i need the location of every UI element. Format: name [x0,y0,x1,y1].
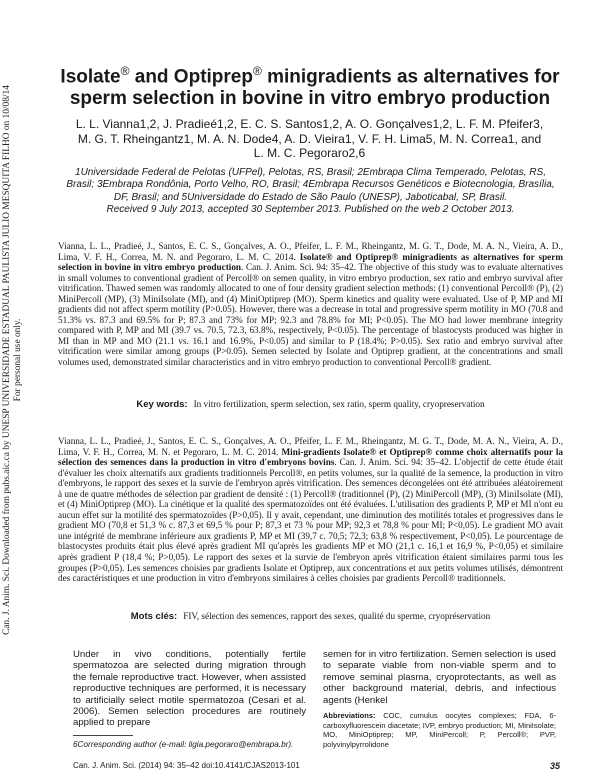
page-footer [73,761,560,770]
download-sidebar [2,40,36,680]
download-notice: Can. J. Anim. Sci. Downloaded from pubs.aic.ca by UNESP UNIVERSIDADE ESTADUAL PAULISTA JULIO MESQUITA FILHO on 10/08/14 [2,85,12,635]
corresponding-author: 6Corresponding author (e-mail: ligia.pegoraro@embrapa.br). [73,740,294,749]
footnote-rule [73,735,133,736]
keywords-french: Mots clés: FIV, sélection des semences, rapport des sexes, qualité du sperme, cryopréservation [130,611,491,622]
abstract-english: Vianna, L. L., Pradieé, J., Santos, E. C. S., Gonçalves, A. O., Pfeifer, L. F. M., Rheingantz, M. G. T., Dode, M. A. N., Vieira, A. D., Lima, V. F. H., Correa, M. N. and Pegoraro, L. M. C. 2014. Isolate® and Optiprep® minigradients as alternatives for sperm selection in bovine in vitro embryo production. Can. J. Anim. Sci. 94: 35–42. The objective of this study was to evaluate alternatives in small volumes to conventional gradient of Percoll® on semen quality, in vitro embryo production, sex ratio and embryo survival after vitrification. Thawed semen was randomly allocated to one of four density gradient selection methods: (1) conventional Percoll® (P), (2) MiniPercoll (MP), (3) MiniIsolate (MI), and (4) MiniOptiprep (MO). Sperm kinetics and quality were evaluated. Use of P, MP and MI gradients did not affect sperm motility (P>0.05). However, there was a decrease in total and progressive sperm motility in MO (70.8 and 51.3% vs. 87.3 and 69.5% for P; 87.3 and 73% for MP; 92.3 and 78.8% for MI; P<0.05). The MO had lower membrane integrity compared with P, MP and MI (39.7 vs. 70.5, 72.3, 63.8%, respectively, P<0.05). The percentage of blastocysts produced was higher in MI than in MP and MO (21.1 vs. 16.1 and 16.9%, P<0.05) and similar to P (18.4%; P>0.05). Sex ratio and embryo survival after vitrification were similar among groups (P>0.05). Semen selected by Isolate and Optiprep gradient, at the concentrations and small volumes used, demonstrated similar characteristics and in vitro embryo production to conventional Percoll® gradient. [58,241,563,368]
abstract-french: Vianna, L. L., Pradieé, J., Santos, E. C. S., Gonçalves, A. O., Pfeifer, L. F. M., Rheingantz, M. G. T., Dode, M. A. N., Vieira, A. D., Lima, V. F. H., Correa, M. N. et Pegoraro, L. M. C. 2014. Mini-gradients Isolate® et Optiprep® comme choix alternatifs pour la sélection des semences dans la production in vitro d'embryons bovins. Can. J. Anim. Sci. 94: 35–42. L'objectif de cette étude était d'évaluer les choix alternatifs aux gradients traditionnels Percoll®, en petits volumes, sur la qualité de la semence, la production in vitro d'embryons, le rapport des sexes et la survie de l'embryon après vitrification. Des semences décongelées ont été attribuées aléatoirement à une de quatre méthodes de sélection par gradient de densité : (1) Percoll® (traditionnel (P), (2) MiniPercoll (MP), (3) MiniIsolate (MI), et (4) MiniOptiprep (MO). La cinétique et la qualité des spermatozoïdes ont été évaluées. L'utilisation des gradients P, MP et MI n'ont eu aucun effet sur la motilité des spermatozoïdes (P>0,05). Il y avait, cependant, une diminution des motilités totales et progressives dans le gradient MO (70,8 et 51,3 % c. 87,3 et 69,5 % pour P; 87,3 et 73 % pour MP; 92,3 et 78,8 % pour MI; P<0,05). Le gradient MO avait une intégrité de membrane inférieure aux gradients P, MP et MI (39,7 c. 70,5; 72,3; 63,8 % respectivement, P<0,05). Le pourcentage de blastocystes produits était plus élevé après gradient MI qu'après les gradients MP et MO (21,1 c. 16,1 et 16,9 %, P<0,05) et similaire après gradient P (18,4 %; P>0,05). Le rapport des sexes et la survie de l'embryon après vitrification étaient similaires parmi tous les groupes (P>0,05). Les semences choisies par gradients Isolate et Optiprep, aux concentrations et aux petits volumes utilisés, démontrent des caractéristiques et une production in vitro d'embryons similaires à celles choisies par gradients Percoll® traditionnels. [58,436,563,584]
abbreviations: Abbreviations: COC, cumulus oocytes complexes; FDA, 6-carboxyfluorescein diacetate; IVP, embryo production; MI, MiniIsolate; MO, MiniOptiprep; MP, MiniPercoll; P, Percoll®; PVP, polyvinylpyrrolidone [323,711,556,749]
page-number: 35 [549,761,560,771]
body-right-column: semen for in vitro fertilization. Semen selection is used to separate viable from non-viable sperm and to remove seminal plasma, cryoprotectants, as well as other background material, debris, and infectious agents (Henkel [323,649,556,706]
received-dates: Received 9 July 2013, accepted 30 September 2013. Published on the web 2 October 2013. [106,204,515,216]
keywords-english: Key words: In vitro fertilization, sperm selection, sex ratio, sperm quality, cryopreservation [136,399,485,410]
footer-citation: Can. J. Anim. Sci. (2014) 94: 35–42 doi:10.4141/CJAS2013-101 [73,761,300,770]
body-left-column: Under in vivo conditions, potentially fertile spermatozoa are selected during migration through the female reproductive tract. However, when assisted reproductive techniques are performed, it is necessary to artificially select motile spermatozoa (Cesari et al. 2006). Semen selection procedures are routinely applied to prepare [73,649,306,729]
affiliations: 1Universidade Federal de Pelotas (UFPel), Pelotas, RS, Brasil; 2Embrapa Clima Temperado, Pelotas, RS, Brasil; 3Embrapa Rondônia, Porto Velho, RO, Brasil; 4Embrapa Recursos Genéticos e Biotecnologia, Brasília, DF, Brasil; and 5Universidade do Estado de São Paulo (UNESP), Jaboticabal, SP, Brasil. Received 9 July 2013, accepted 30 September 2013. Published on the web 2 October 2013. [58,167,563,217]
personal-use-notice: For personal use only. [13,318,23,402]
author-list: L. L. Vianna1,2, J. Pradieé1,2, E. C. S. Santos1,2, A. O. Gonçalves1,2, L. F. M. Pfeifer3, M. G. T. Rheingantz1, M. A. N. Dode4, A. D. Vieira1, V. F. H. Lima5, M. N. Correa1, and L. M. C. Pegoraro2,6 [75,117,544,160]
article-title: Isolate® and Optiprep® minigradients as alternatives for sperm selection in bovine in vitro embryo production [60,64,560,110]
